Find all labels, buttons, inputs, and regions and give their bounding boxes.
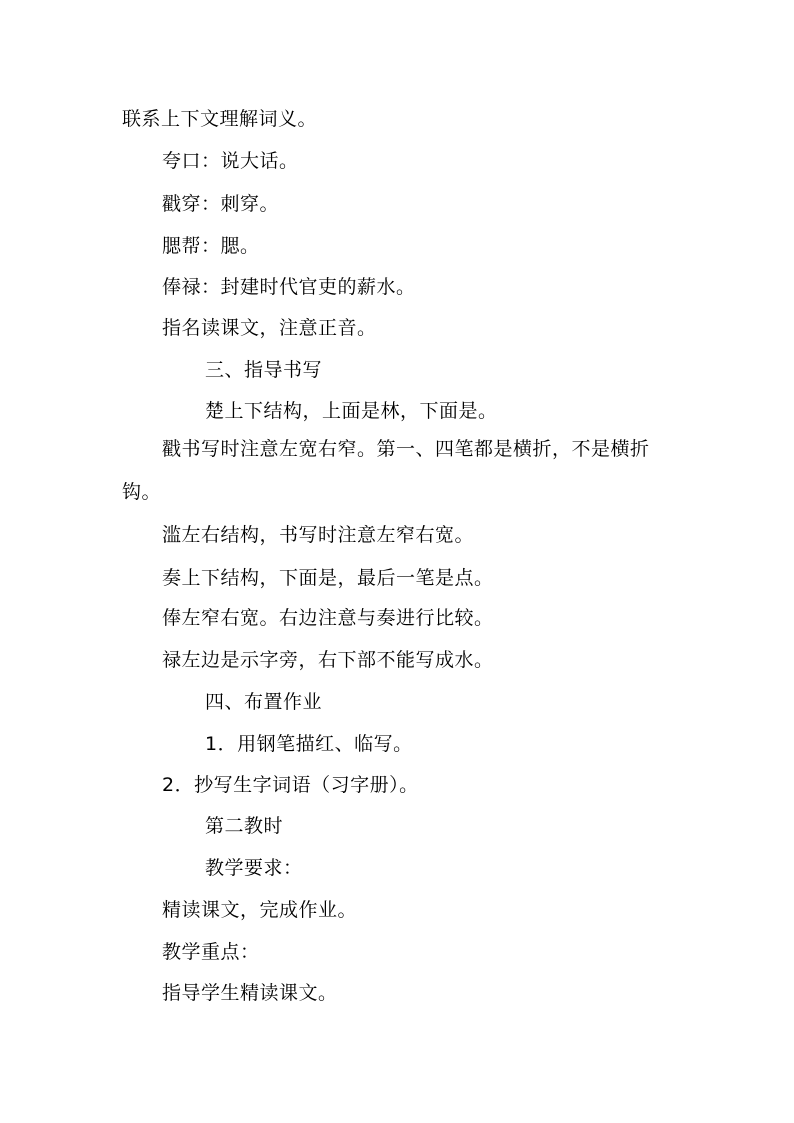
vocab-saibang: 腮帮：腮。 xyxy=(162,235,260,257)
second-session-heading: 第二教时 xyxy=(205,815,284,837)
teaching-requirements-label: 教学要求： xyxy=(205,857,303,879)
vocab-chuochuan: 戳穿：刺穿。 xyxy=(162,193,280,215)
section-heading-writing: 三、指导书写 xyxy=(205,359,323,381)
homework-item-1: 1．用钢笔描红、临写。 xyxy=(205,733,413,755)
paragraph-context-meaning: 联系上下文理解词义。 xyxy=(122,108,318,130)
teaching-focus-text: 指导学生精读课文。 xyxy=(162,982,338,1004)
homework-item-2: 2．抄写生字词语（习字册）。 xyxy=(162,774,419,796)
instruction-read-aloud: 指名读课文，注意正音。 xyxy=(162,317,377,339)
writing-note-zou: 奏上下结构，下面是，最后一笔是点。 xyxy=(162,567,494,589)
writing-note-chuo: 戳书写时注意左宽右窄。第一、四笔都是横折，不是横折钩。 xyxy=(122,438,650,503)
vocab-kuakou: 夸口：说大话。 xyxy=(162,150,299,172)
writing-note-chu: 楚上下结构，上面是林，下面是。 xyxy=(205,400,498,422)
vocab-fenglu: 俸禄：封建时代官吏的薪水。 xyxy=(162,276,416,298)
writing-note-lu: 禄左边是示字旁，右下部不能写成水。 xyxy=(162,649,494,671)
writing-note-feng: 俸左窄右宽。右边注意与奏进行比较。 xyxy=(162,607,494,629)
writing-note-lan: 滥左右结构，书写时注意左窄右宽。 xyxy=(162,524,475,546)
teaching-focus-label: 教学重点： xyxy=(162,941,260,963)
section-heading-homework: 四、布置作业 xyxy=(205,691,323,713)
teaching-requirements-text: 精读课文，完成作业。 xyxy=(162,899,358,921)
